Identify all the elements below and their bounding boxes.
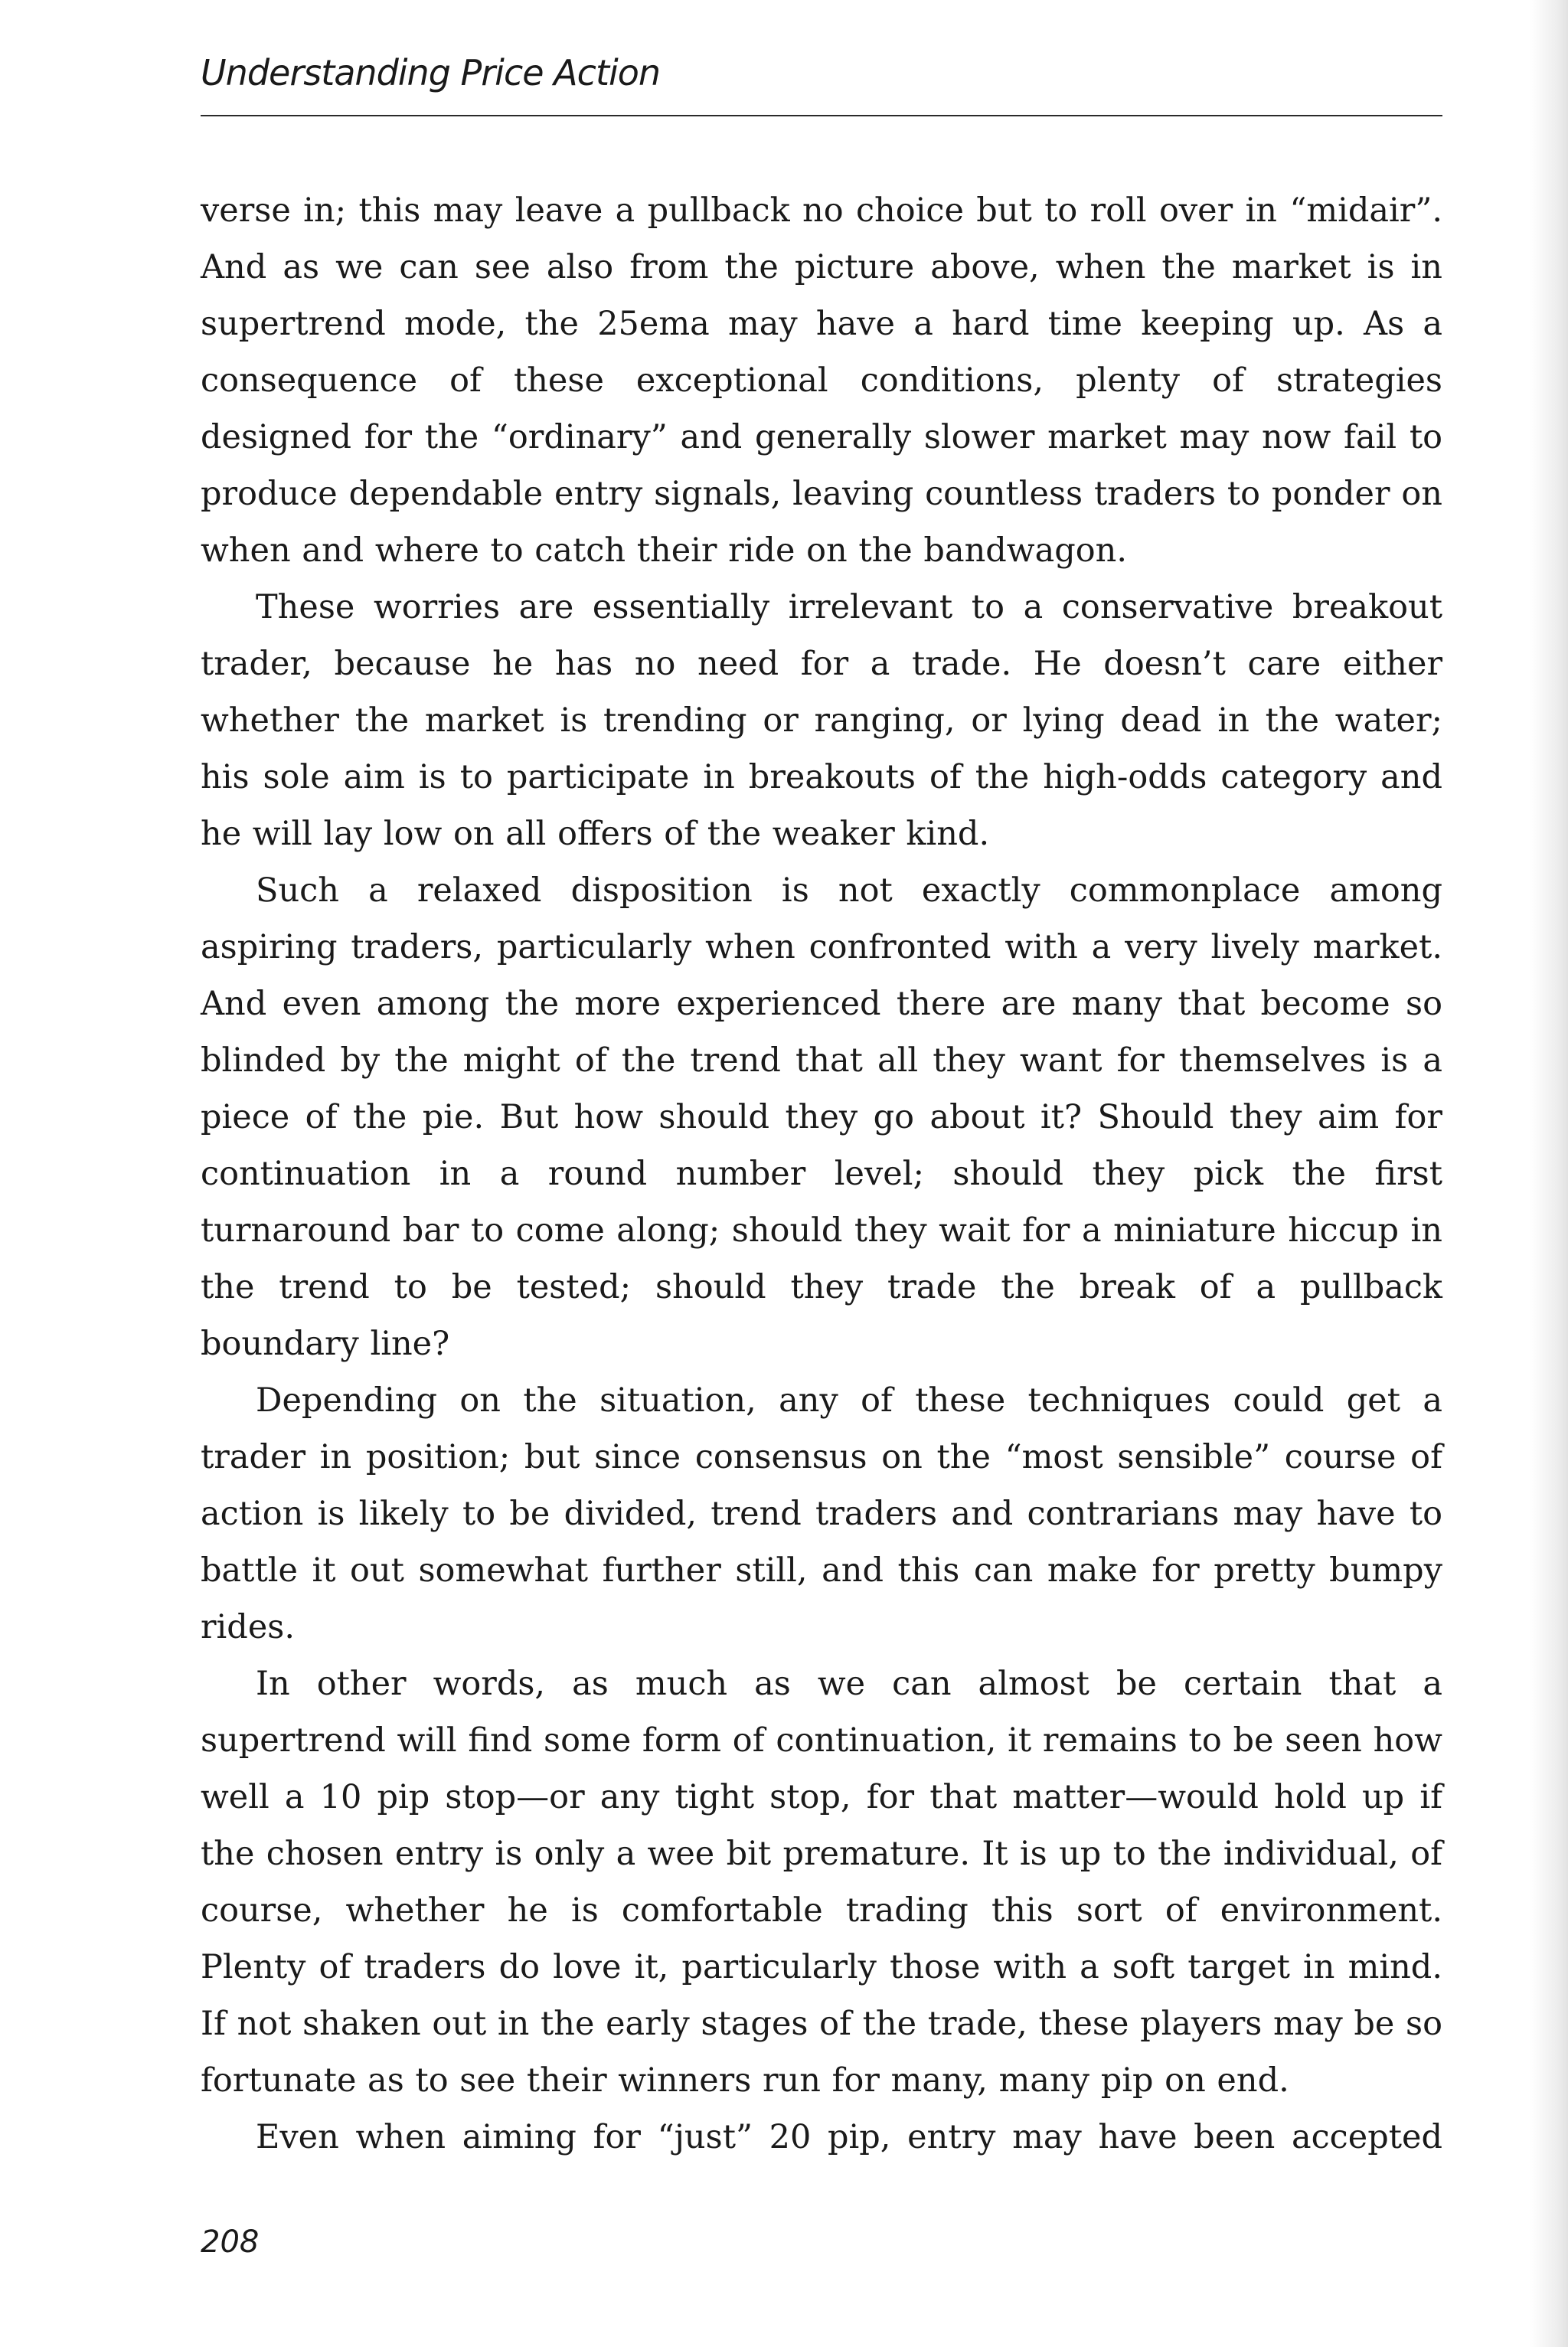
paragraph: verse in; this may leave a pullback no choice but to roll over in “midair”. And as we can see also from the picture above, when the market is in supertrend mode, the 25ema may have a hard time keeping up. As a consequence of these exceptional conditions, plenty of strategies designed for the “ordinary” and generally slower market may now fail to produce dependable entry signals, leaving countless traders to ponder on when and where to catch their ride on the bandwagon.	[201, 191, 1442, 570]
paragraph: These worries are essentially irrelevant to a conservative breakout trader, because he has no need for a trade. He doesn’t care either whether the market is trending or ranging, or lying dead in the water; his sole aim is to participate in breakouts of the high-odds category and he will lay low on all offers of the weaker kind.	[201, 588, 1442, 853]
header-rule	[201, 115, 1442, 116]
page-number: 208	[201, 2224, 260, 2260]
running-header: Understanding Price Action	[201, 52, 661, 93]
body-text	[201, 182, 1442, 2166]
page-edge-shadow	[1530, 0, 1568, 2347]
paragraph: In other words, as much as we can almost be certain that a supertrend will find some form of continuation, it remains to be seen how well a 10 pip stop—or any tight stop, for that matter—would hold up if the chosen entry is only a wee bit premature. It is up to the individual, of course, whether he is comfortable trading this sort of environment. Plenty of traders do love it, particularly those with a soft target in mind. If not shaken out in the early stages of the trade, these players may be so fortunate as to see their winners run for many, many pip on end.	[201, 1665, 1442, 2100]
paragraph: Such a relaxed disposition is not exactly commonplace among aspiring traders, particularly when confronted with a very lively market. And even among the more experienced there are many that become so blinded by the might of the trend that all they want for themselves is a piece of the pie. But how should they go about it? Should they aim for continuation in a round number level; should they pick the first turnaround bar to come along; should they wait for a miniature hiccup in the trend to be tested; should they trade the break of a pullback boundary line?	[201, 871, 1442, 1363]
paragraph: Even when aiming for “just” 20 pip, entry may have been accepted	[256, 2118, 1442, 2156]
paragraph: Depending on the situation, any of these techniques could get a trader in position; but since consensus on the “most sensible” course of action is likely to be divided, trend traders and contrarians may have to battle it out somewhat further still, and this can make for pretty bumpy rides.	[201, 1381, 1442, 1646]
